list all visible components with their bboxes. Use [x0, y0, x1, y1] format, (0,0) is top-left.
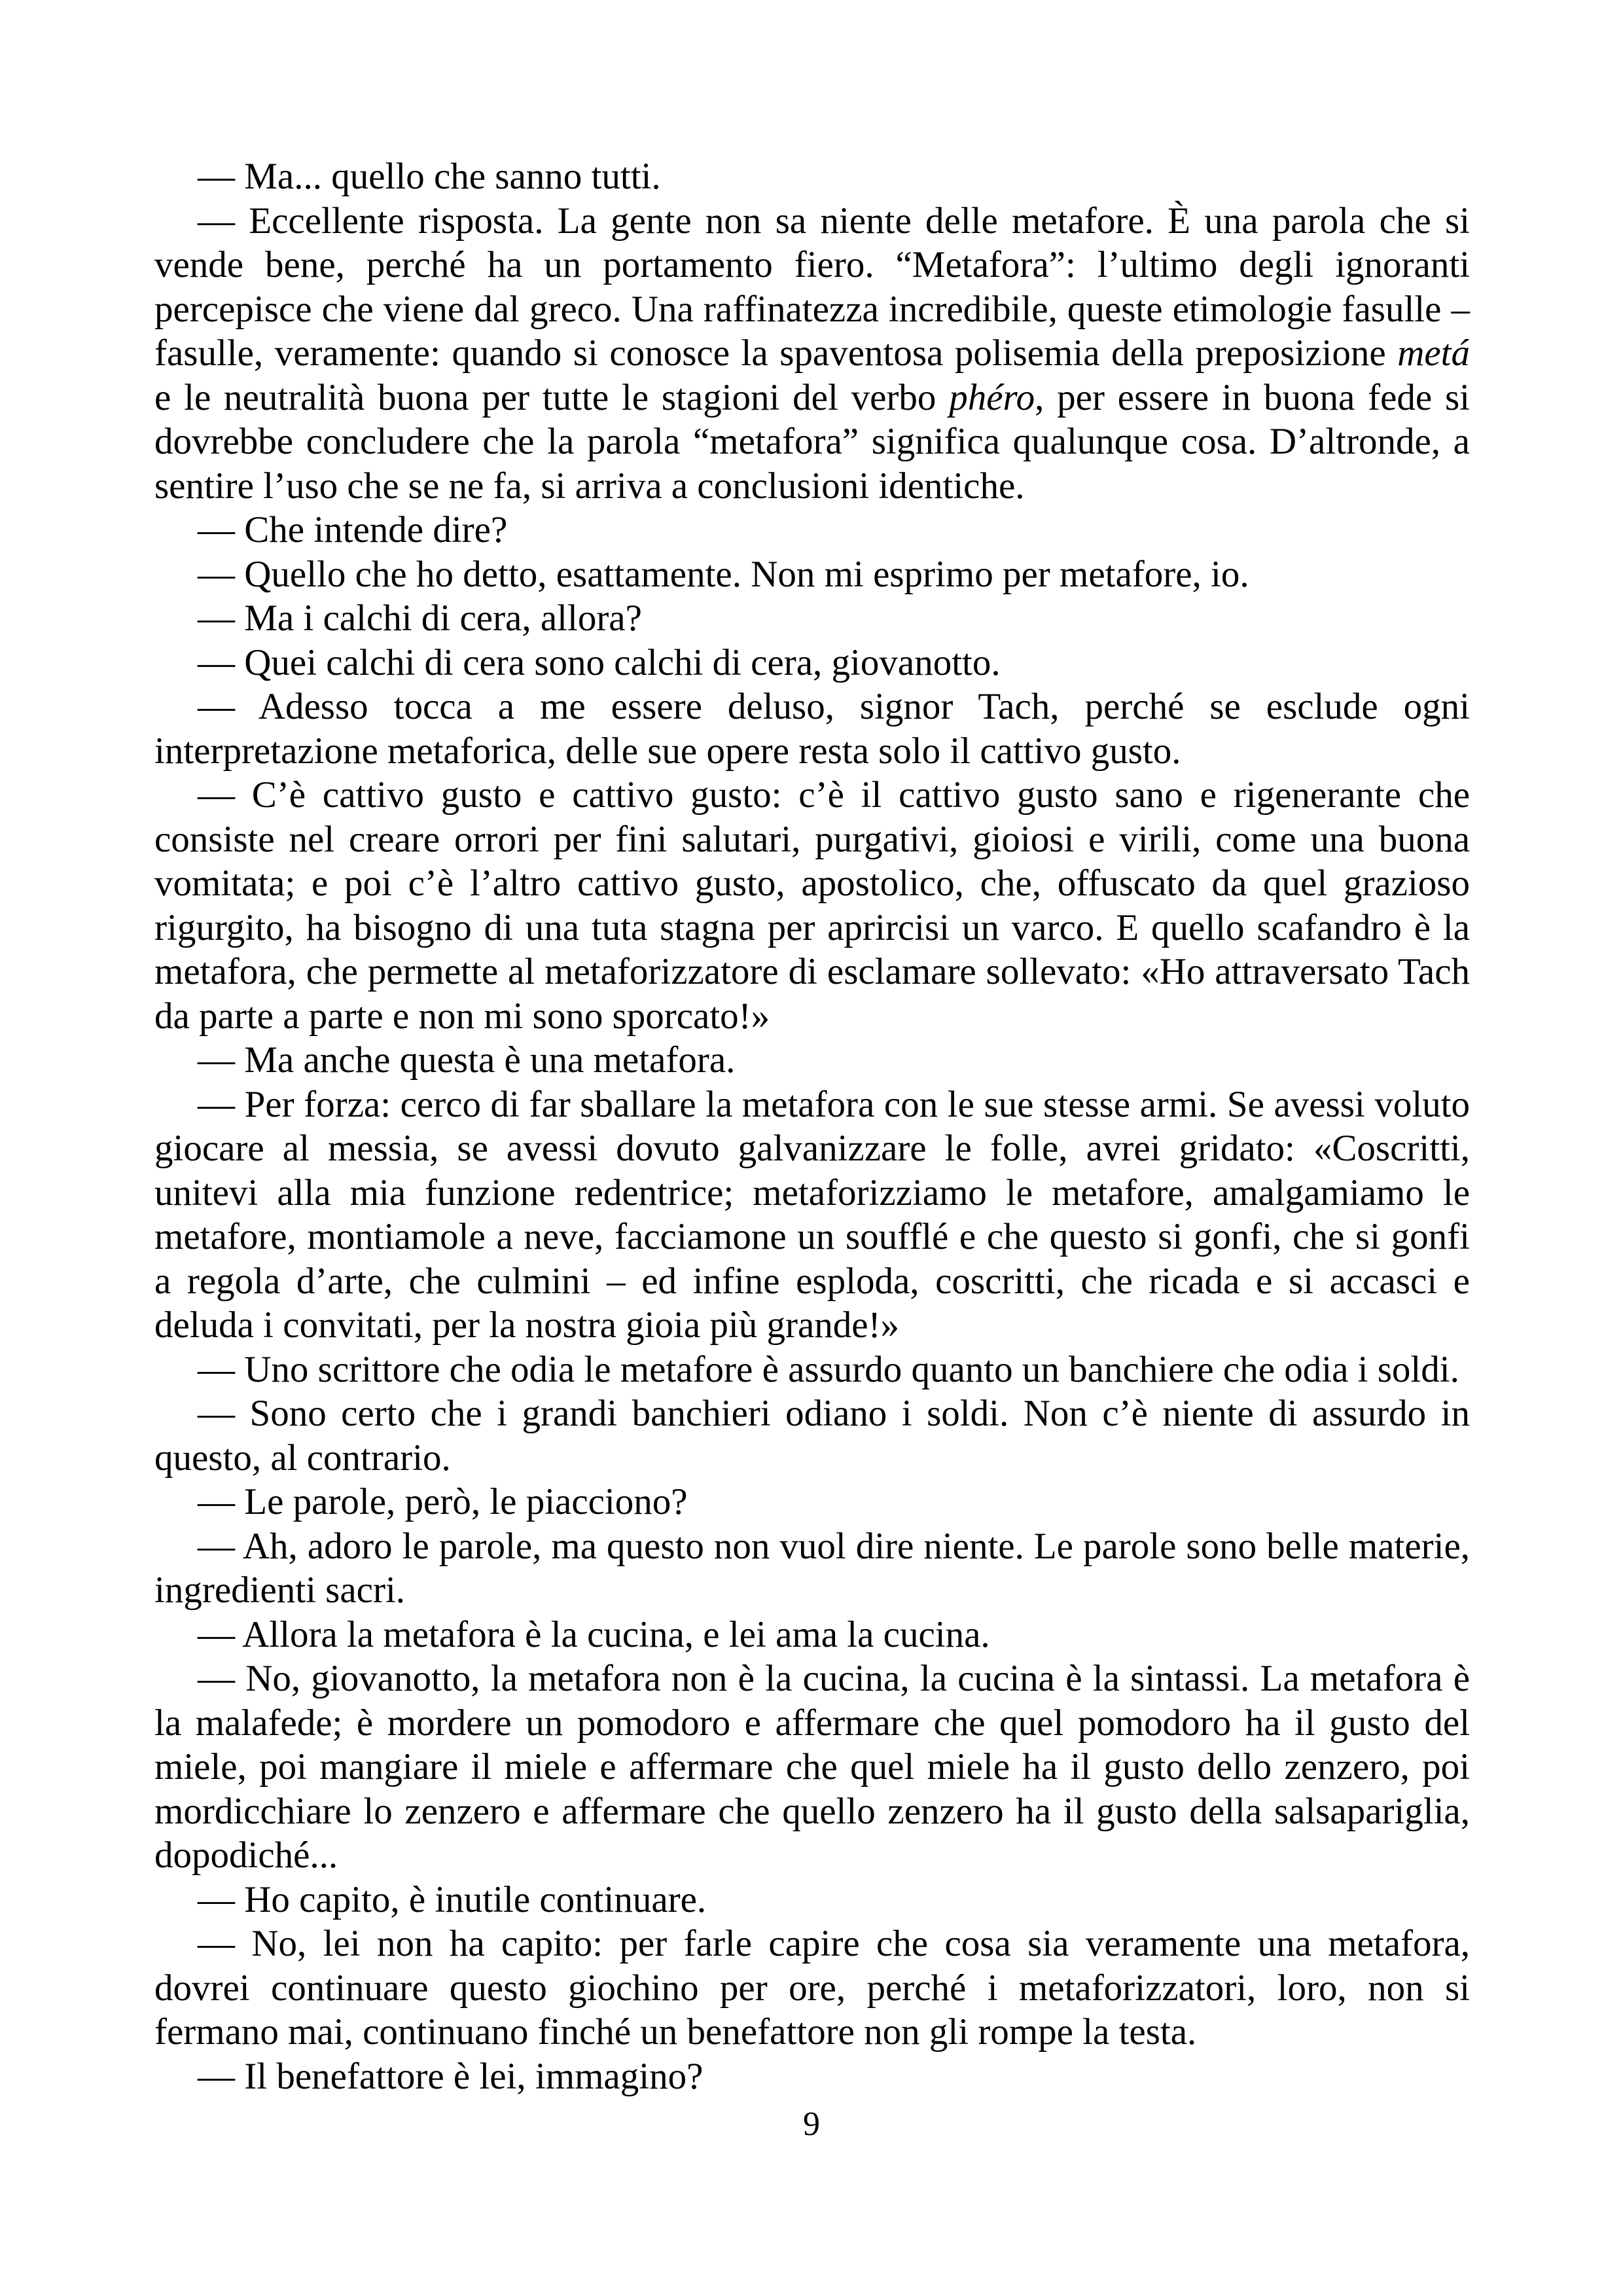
dialogue-line: — Le parole, però, le piacciono?	[198, 1481, 688, 1522]
dialogue-line: — Per forza: cerco di far sballare la metafora con le sue stesse armi. Se avessi voluto giocare al messia, se avessi dovuto galvanizzare le folle, avrei gridato: «Coscritti, unitevi alla mia funzione redentrice; metaforizziamo le metafore, amalgamiamo le metafore, montiamole a neve, facciamone un soufflé e che questo si gonfi, che si gonfi a regola d’arte, che culmini – ed infine esploda, coscritti, che ricada e si accasci e deluda i convitati, per la nostra gioia più grande!»	[154, 1083, 1470, 1346]
dialogue-line: — Ah, adoro le parole, ma questo non vuol dire niente. Le parole sono belle materie, ingredienti sacri.	[154, 1525, 1470, 1611]
dialogue-line: — No, lei non ha capito: per farle capire che cosa sia veramente una metafora, dovrei continuare questo giochino per ore, perché i metaforizzatori, loro, non si fermano mai, continuano finché un benefattore non gli rompe la testa.	[154, 1923, 1470, 2053]
dialogue-line: — Uno scrittore che odia le metafore è assurdo quanto un banchiere che odia i soldi.	[198, 1348, 1459, 1390]
page-body	[154, 154, 1470, 2098]
dialogue-line: — Ma... quello che sanno tutti.	[198, 156, 661, 197]
dialogue-line: — No, giovanotto, la metafora non è la cucina, la cucina è la sintassi. La metafora è la malafede; è mordere un pomodoro e affermare che quel pomodoro ha il gusto del miele, poi mangiare il miele e affermare che quel miele ha il gusto dello zenzero, poi mordicchiare lo zenzero e affermare che quello zenzero ha il gusto della salsapariglia, dopodiché...	[154, 1658, 1470, 1876]
dialogue-line: — Adesso tocca a me essere deluso, signor Tach, perché se esclude ogni interpretazione metaforica, delle sue opere resta solo il cattivo gusto.	[154, 686, 1470, 772]
italic-term: phéro	[949, 376, 1035, 418]
dialogue-line: — Ma i calchi di cera, allora?	[198, 598, 642, 639]
dialogue-line: — Eccellente risposta. La gente non sa niente delle metafore. È una parola che si vende bene, perché ha un portamento fiero. “Metafora”: l’ultimo degli ignoranti percepisce che viene dal greco. Una raffinatezza incredibile, queste etimologie fasulle – fasulle, veramente: quando si conosce la spaventosa polisemia della preposizione metá e le neutralità buona per tutte le stagioni del verbo phéro, per essere in buona fede si dovrebbe concludere che la parola “metafora” significa qualunque cosa. D’altronde, a sentire l’uso che se ne fa, si arriva a conclusioni identiche.	[154, 200, 1470, 507]
dialogue-line: — Quello che ho detto, esattamente. Non mi esprimo per metafore, io.	[198, 553, 1249, 595]
dialogue-line: — Allora la metafora è la cucina, e lei ama la cucina.	[198, 1613, 990, 1655]
dialogue-line: — Il benefattore è lei, immagino?	[198, 2055, 704, 2097]
dialogue-line: — Sono certo che i grandi banchieri odiano i soldi. Non c’è niente di assurdo in questo, al contrario.	[154, 1393, 1470, 1479]
dialogue-line: — C’è cattivo gusto e cattivo gusto: c’è il cattivo gusto sano e rigenerante che consiste nel creare orrori per fini salutari, purgativi, gioiosi e virili, come una buona vomitata; e poi c’è l’altro cattivo gusto, apostolico, che, offuscato da quel grazioso rigurgito, ha bisogno di una tuta stagna per aprircisi un varco. E quello scafandro è la metafora, che permette al metaforizzatore di esclamare sollevato: «Ho attraversato Tach da parte a parte e non mi sono sporcato!»	[154, 774, 1470, 1037]
dialogue-line: — Ma anche questa è una metafora.	[198, 1039, 736, 1081]
page-number: 9	[803, 2106, 820, 2143]
dialogue-line: — Quei calchi di cera sono calchi di cera, giovanotto.	[198, 641, 1001, 683]
italic-term: metá	[1397, 332, 1470, 374]
dialogue-line: — Ho capito, è inutile continuare.	[198, 1878, 707, 1920]
dialogue-line: — Che intende dire?	[198, 509, 508, 550]
